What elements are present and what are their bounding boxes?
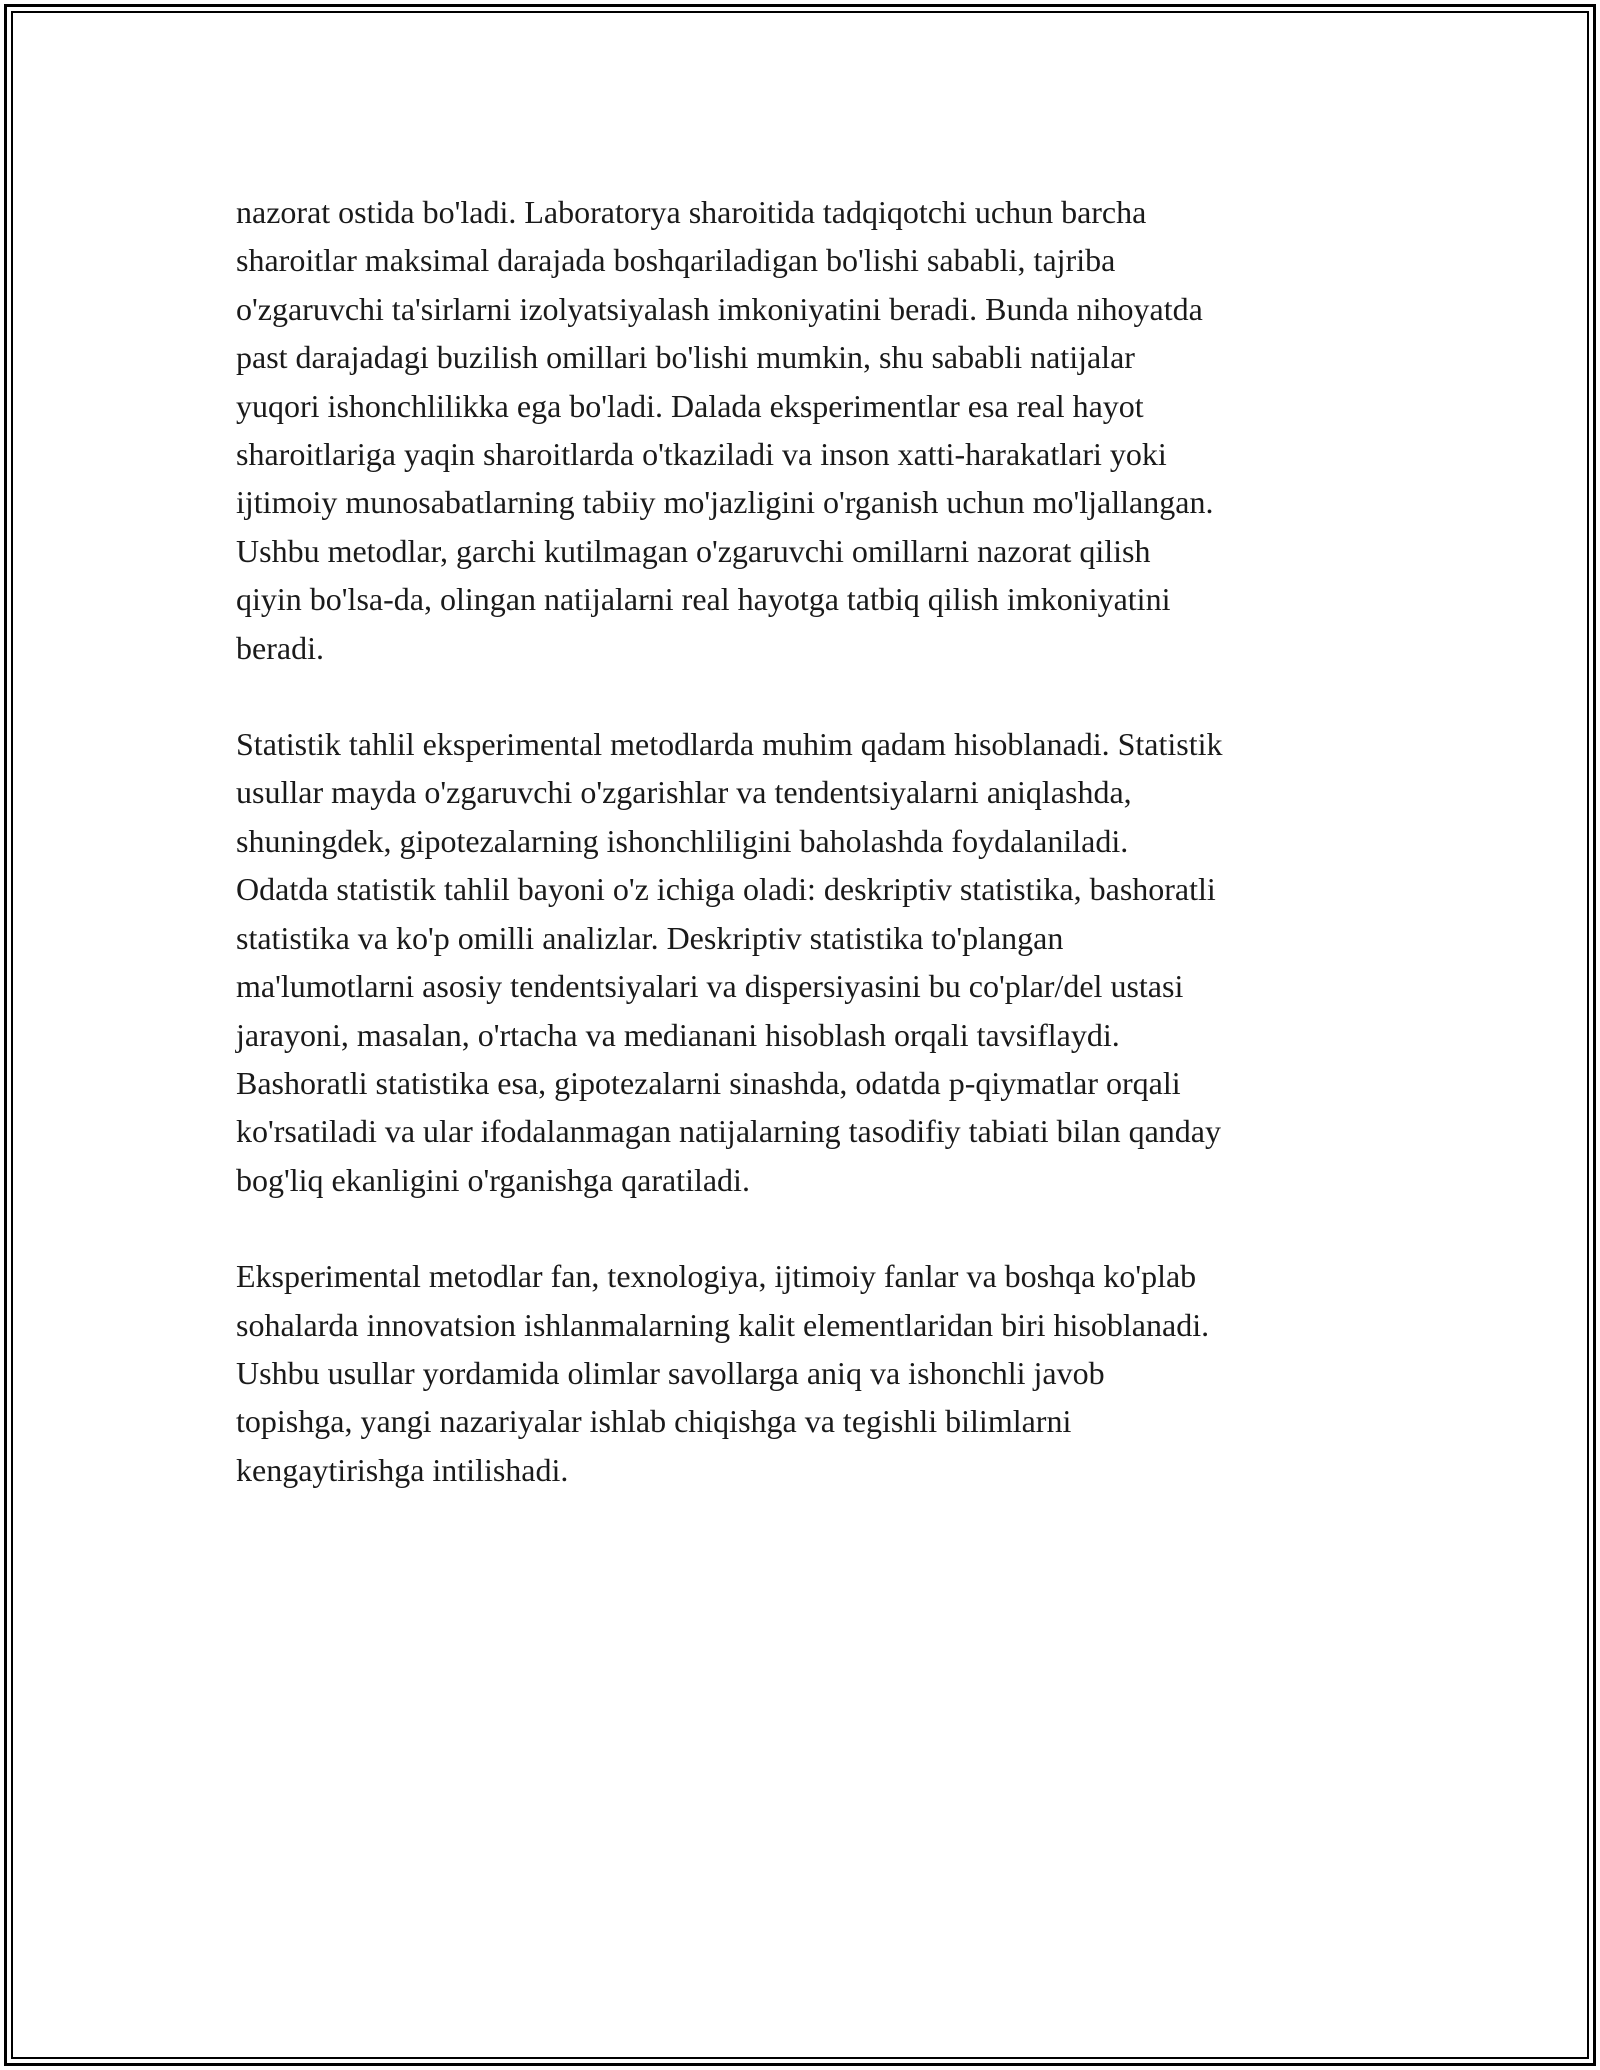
text-line: Statistik tahlil eksperimental metodlarda muhim qadam hisoblanadi. Statistik	[236, 726, 1223, 763]
text-line: Eksperimental metodlar fan, texnologiya, ijtimoiy fanlar va boshqa ko'plab	[236, 1258, 1197, 1295]
text-line: jarayoni, masalan, o'rtacha va medianani hisoblash orqali tavsiflaydi.	[236, 1016, 1120, 1053]
text-line: statistika va ko'p omilli analizlar. Deskriptiv statistika to'plangan	[236, 919, 1064, 956]
paragraph-3	[236, 1252, 1376, 1494]
text-line: nazorat ostida bo'ladi. Laboratorya sharoitida tadqiqotchi uchun barcha	[236, 194, 1147, 230]
paragraph-2	[236, 720, 1376, 1204]
text-line: topishga, yangi nazariyalar ishlab chiqishga va tegishli bilimlarni	[236, 1403, 1072, 1440]
text-line: qiyin bo'lsa-da, olingan natijalarni real hayotga tatbiq qilish imkoniyatini	[236, 581, 1171, 618]
text-line: Ushbu metodlar, garchi kutilmagan o'zgaruvchi omillarni nazorat qilish	[236, 532, 1151, 569]
text-line: usullar mayda o'zgaruvchi o'zgarishlar va tendentsiyalarni aniqlashda,	[236, 774, 1132, 811]
text-line: Odatda statistik tahlil bayoni o'z ichiga oladi: deskriptiv statistika, bashoratli	[236, 871, 1216, 908]
text-line: ko'rsatiladi va ular ifodalanmagan natijalarning tasodifiy tabiati bilan qanday	[236, 1113, 1221, 1150]
text-line: bog'liq ekanligini o'rganishga qaratiladi.	[236, 1161, 750, 1198]
text-line: ijtimoiy munosabatlarning tabiiy mo'jazligini o'rganish uchun mo'ljallangan.	[236, 484, 1214, 521]
document-body	[236, 188, 1376, 1542]
text-line: past darajadagi buzilish omillari bo'lishi mumkin, shu sababli natijalar	[236, 339, 1135, 376]
text-line: sharoitlariga yaqin sharoitlarda o'tkaziladi va inson xatti-harakatlari yoki	[236, 436, 1167, 473]
text-line: beradi.	[236, 629, 324, 666]
text-line: sharoitlar maksimal darajada boshqariladigan bo'lishi sababli, tajriba	[236, 242, 1116, 279]
text-line: o'zgaruvchi ta'sirlarni izolyatsiyalash imkoniyatini beradi. Bunda nihoyatda	[236, 290, 1203, 327]
text-line: yuqori ishonchlilikka ega bo'ladi. Dalada eksperimentlar esa real hayot	[236, 387, 1144, 424]
text-line: kengaytirishga intilishadi.	[236, 1451, 569, 1488]
text-line: shuningdek, gipotezalarning ishonchliligini baholashda foydalaniladi.	[236, 822, 1129, 859]
text-line: ma'lumotlarni asosiy tendentsiyalari va dispersiyasini bu co'plar/del ustasi	[236, 968, 1184, 1005]
text-line: Bashoratli statistika esa, gipotezalarni sinashda, odatda p-qiymatlar orqali	[236, 1064, 1181, 1101]
text-line: Ushbu usullar yordamida olimlar savollarga aniq va ishonchli javob	[236, 1354, 1105, 1391]
text-line: sohalarda innovatsion ishlanmalarning kalit elementlaridan biri hisoblanadi.	[236, 1306, 1210, 1343]
paragraph-1	[236, 188, 1376, 672]
